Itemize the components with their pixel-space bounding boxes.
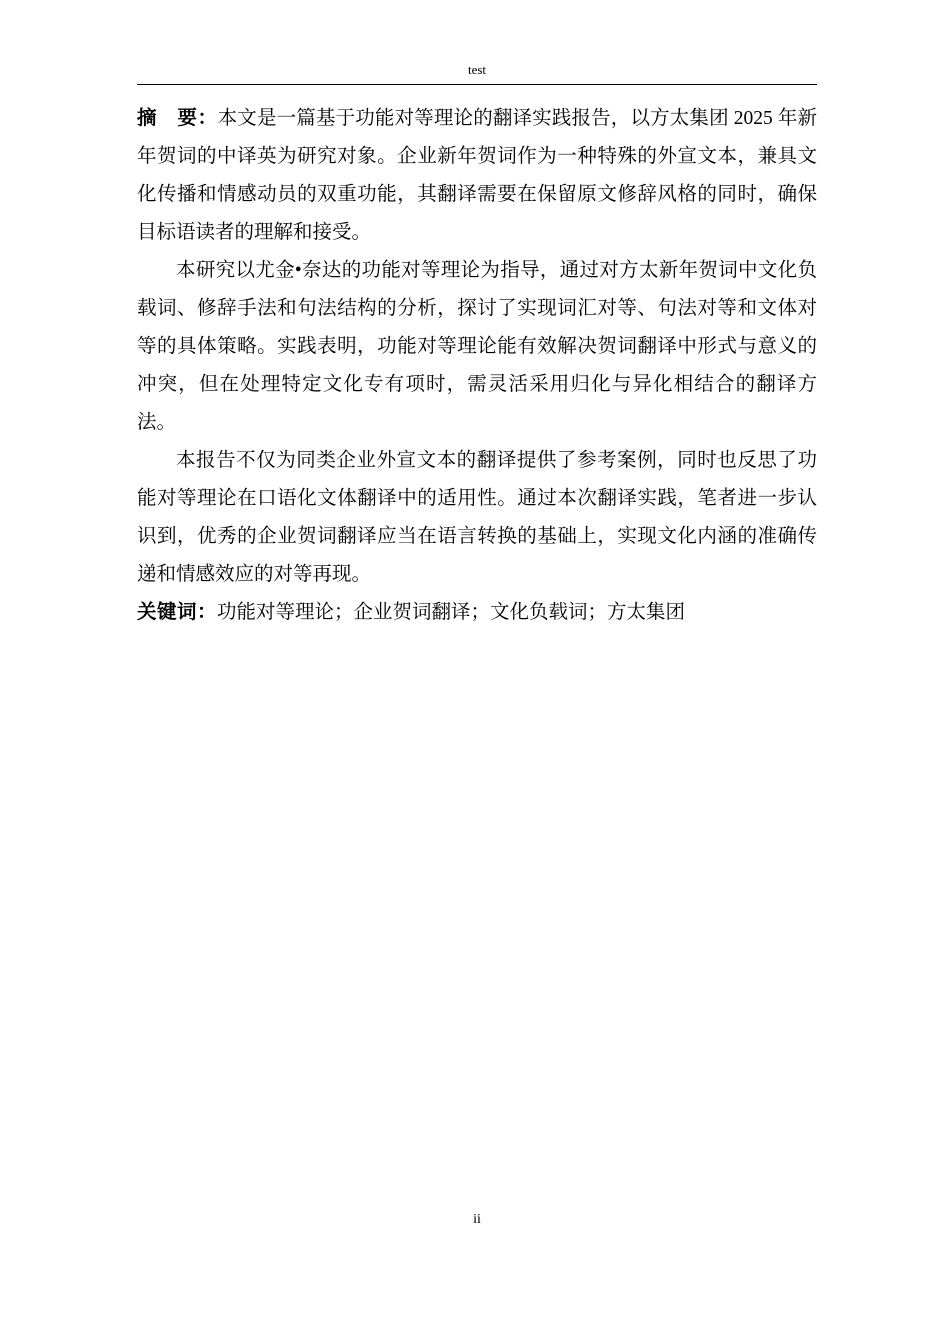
running-header: test xyxy=(467,62,487,77)
keywords-paragraph xyxy=(137,594,817,632)
abstract-paragraph-2: 本研究以尤金•奈达的功能对等理论为指导，通过对方太新年贺词中文化负载词、修辞手法和句法结构的分析，探讨了实现词汇对等、句法对等和文体对等的具体策略。实践表明，功能对等理论能有效解决贺词翻译中形式与意义的冲突，但在处理特定文化专有项时，需灵活采用归化与异化相结合的翻译方法。 xyxy=(137,260,817,433)
header-divider xyxy=(137,84,817,85)
page-number: ii xyxy=(473,1212,481,1227)
abstract-paragraph-3: 本报告不仅为同类企业外宣文本的翻译提供了参考案例，同时也反思了功能对等理论在口语化文体翻译中的适用性。通过本次翻译实践，笔者进一步认识到，优秀的企业贺词翻译应当在语言转换的基础上，实现文化内涵的准确传递和情感效应的对等再现。 xyxy=(137,450,817,585)
abstract-first-paragraph xyxy=(137,100,817,252)
abstract-paragraph-1: 本文是一篇基于功能对等理论的翻译实践报告，以方太集团 2025 年新年贺词的中译英为研究对象。企业新年贺词作为一种特殊的外宣文本，兼具文化传播和情感动员的双重功能，其翻译需要在保留原文修辞风格的同时，确保目标语读者的理解和接受。 xyxy=(137,108,817,243)
abstract-label: 摘 要： xyxy=(137,108,218,129)
abstract-body xyxy=(137,100,817,632)
keywords-value: 功能对等理论；企业贺词翻译；文化负载词；方太集团 xyxy=(217,602,686,623)
keywords-label: 关键词： xyxy=(137,602,218,623)
